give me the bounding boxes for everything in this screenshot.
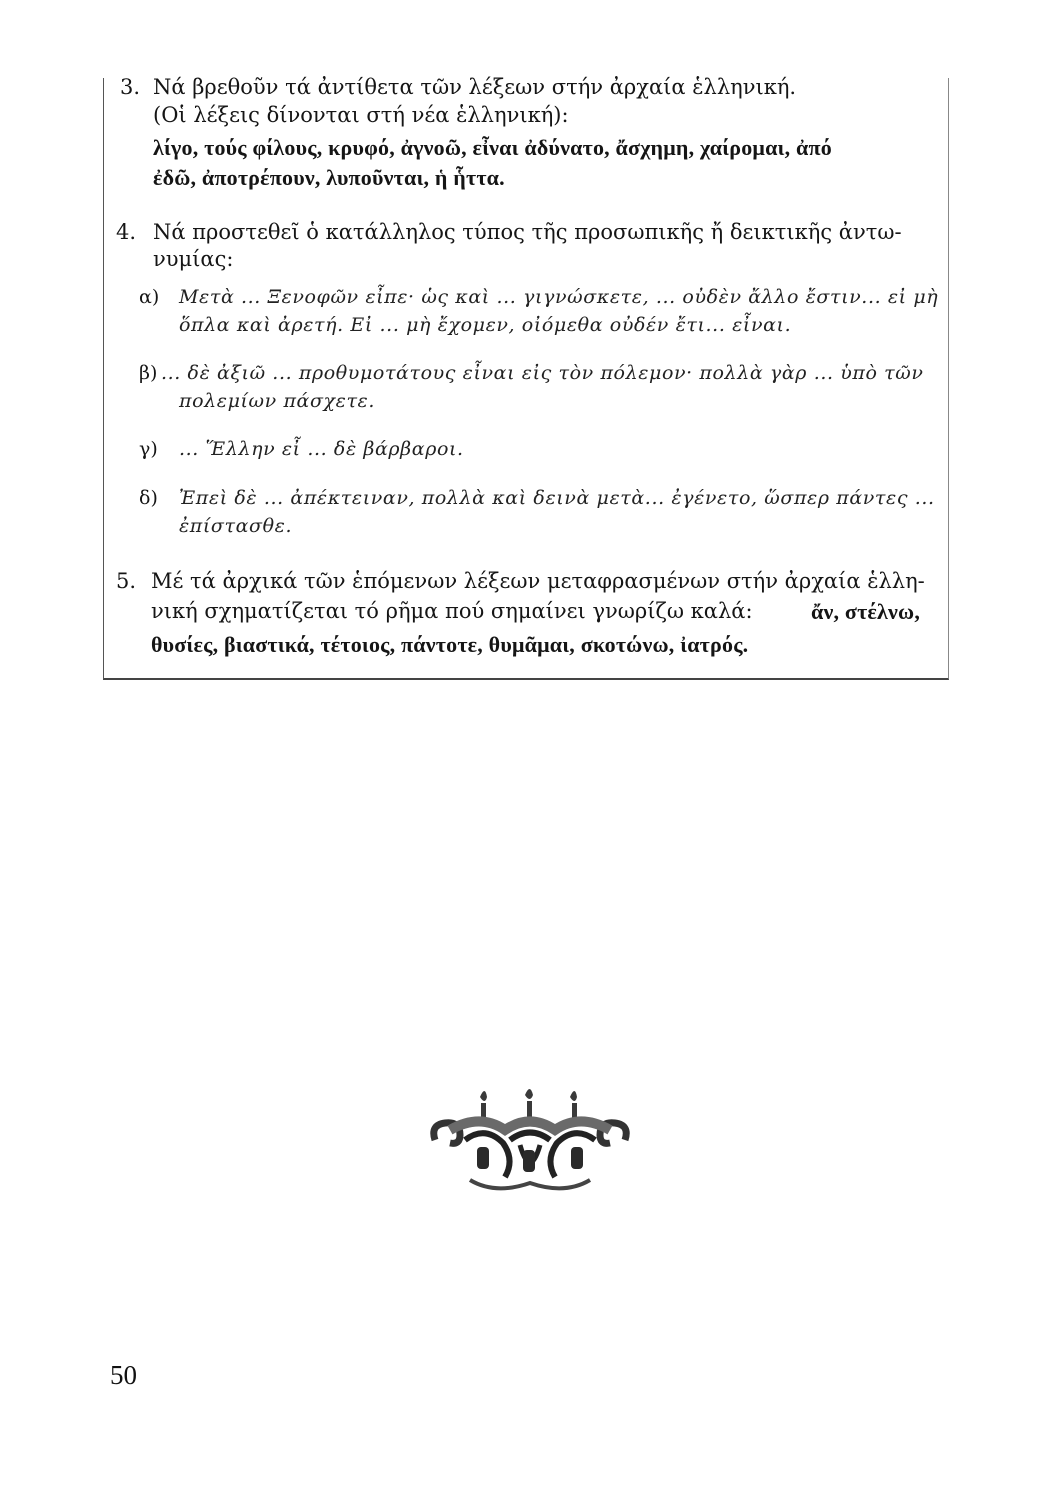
sub-item-label: δ): [139, 487, 158, 509]
page-number: 50: [110, 1360, 137, 1390]
greek-sentence: Μετὰ ... Ξενοφῶν εἶπε· ὡς καὶ ... γιγνώσκετε, ... οὐδὲν ἄλλο ἔστιν... εἰ μὴ: [179, 286, 939, 308]
greek-sentence: ... Ἕλλην εἶ ... δὲ βάρβαροι.: [179, 438, 464, 460]
word-list: θυσίες, βιαστικά, τέτοιος, πάντοτε, θυμᾶμαι, σκοτώνω, ἰατρός.: [151, 632, 749, 657]
exercise-instruction-note: (Οἱ λέξεις δίνονται στή νέα ἑλληνική):: [153, 103, 569, 127]
greek-sentence: ὅπλα καὶ ἀρετή. Εἰ ... μὴ ἔχομεν, οἰόμεθα οὐδέν ἔτι... εἶναι.: [179, 314, 792, 336]
sub-item-b: [139, 358, 944, 420]
greek-sentence: πολεμίων πάσχετε.: [179, 390, 375, 412]
exercise-instruction: Μέ τά ἀρχικά τῶν ἑπόμενων λέξεων μεταφρασμένων στήν ἀρχαία ἑλλη-: [151, 569, 925, 593]
greek-sentence: ... δὲ ἀξιῶ ... προθυμοτάτους εἶναι εἰς τὸν πόλεμον· πολλὰ γὰρ ... ὑπὸ τῶν: [161, 362, 924, 384]
word-list: ἐδῶ, ἀποτρέπουν, λυποῦνται, ἡ ἧττα.: [153, 165, 505, 190]
exercise-4: [116, 219, 946, 559]
exercise-number: 3.: [120, 75, 141, 99]
exercise-3: [120, 74, 940, 194]
exercise-number: 4.: [116, 220, 137, 244]
exercise-instruction: Νά προστεθεῖ ὁ κατάλληλος τύπος τῆς προσωπικῆς ἤ δεικτικῆς ἀντω-: [153, 220, 902, 244]
sub-item-d: [139, 483, 944, 545]
exercise-number: 5.: [116, 569, 137, 593]
exercise-instruction: νυμίας:: [153, 247, 234, 271]
exercise-instruction: νική σχηματίζεται τό ρῆμα πού σημαίνει γνωρίζω καλά:: [151, 599, 753, 623]
sub-item-a: [139, 282, 944, 344]
exercise-instruction: Νά βρεθοῦν τά ἀντίθετα τῶν λέξεων στήν ἀρχαία ἑλληνική.: [153, 75, 797, 99]
greek-sentence: ἐπίστασθε.: [179, 515, 293, 537]
sub-item-label: α): [139, 286, 160, 308]
exercise-box: [103, 75, 949, 680]
greek-sentence: Ἐπεὶ δὲ ... ἀπέκτειναν, πολλὰ καὶ δεινὰ μετὰ... ἐγένετο, ὥσπερ πάντες ...: [179, 487, 935, 509]
exercise-5: [116, 568, 946, 668]
sub-item-label: β): [139, 362, 158, 384]
sub-item-c: [139, 434, 944, 466]
word-list: λίγο, τούς φίλους, κρυφό, ἀγνοῶ, εἶναι ἀδύνατο, ἄσχημη, χαίρομαι, ἀπό: [153, 135, 832, 160]
decorative-ornament: [425, 1085, 635, 1200]
sub-item-label: γ): [139, 438, 158, 460]
word-list: ἄν, στέλνω,: [811, 599, 921, 624]
